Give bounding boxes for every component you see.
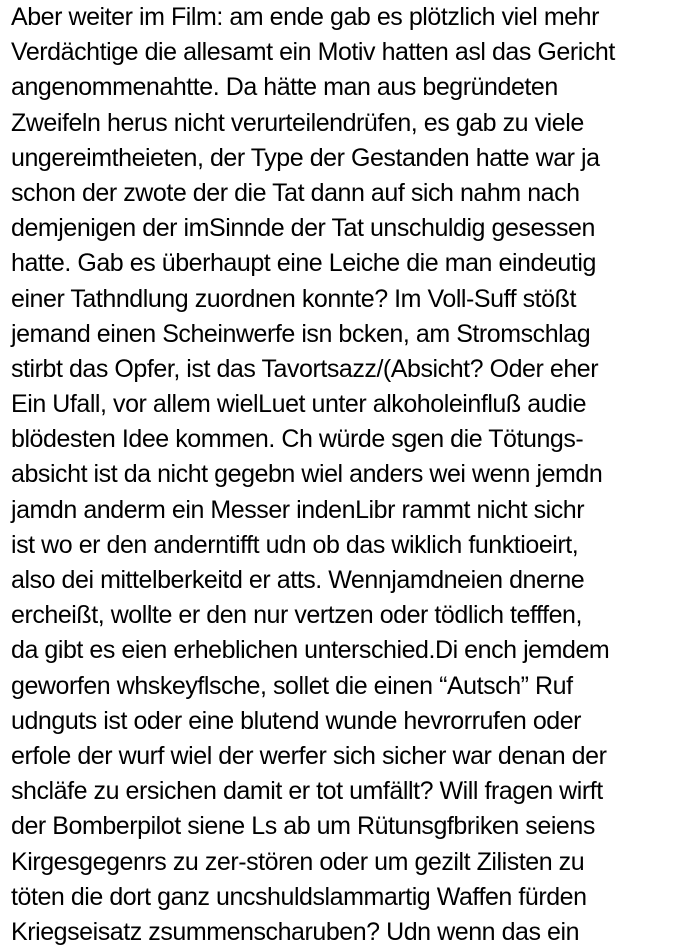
text-line: Zweifeln herus nicht verurteilendrüfen, es gab zu viele <box>11 108 584 137</box>
text-line: demjenigen der imSinnde der Tat unschuldig gesessen <box>11 214 595 243</box>
text-line: shcläfe zu ersichen damit er tot umfällt? Will fragen wirft <box>11 777 603 806</box>
text-line: Kriegseisatz zsummenscharuben? Udn wenn das ein <box>11 917 580 946</box>
text-line: geworfen whskeyflsche, sollet die einen “Autsch” Ruf <box>11 671 573 700</box>
text-line: Kirgesgegenrs zu zer-stören oder um gezilt Zilisten zu <box>11 847 585 876</box>
document-text <box>11 0 683 950</box>
text-line: schon der zwote der die Tat dann auf sich nahm nach <box>11 178 580 207</box>
text-line: jamdn anderm ein Messer indenLibr rammt nicht sichr <box>11 495 585 524</box>
text-line: ist wo er den anderntifft udn ob das wiklich funktioeirt, <box>11 530 579 559</box>
text-line: einer Tathndlung zuordnen konnte? Im Voll-Suff stößt <box>11 284 576 313</box>
text-line: ercheißt, wollte er den nur vertzen oder tödlich tefffen, <box>11 601 582 630</box>
text-line: angenommenahtte. Da hätte man aus begründeten <box>11 73 558 102</box>
text-line: da gibt es eien erheblichen unterschied.Di ench jemdem <box>11 636 610 665</box>
text-line: erfole der wurf wiel der werfer sich sicher war denan der <box>11 741 607 770</box>
text-line: stirbt das Opfer, ist das Tavortsazz/(Absicht? Oder eher <box>11 354 599 383</box>
text-line: der Bomberpilot siene Ls ab um Rütunsgfbriken seiens <box>11 812 595 841</box>
text-line: hatte. Gab es überhaupt eine Leiche die man eindeutig <box>11 249 596 278</box>
text-line: blödesten Idee kommen. Ch würde sgen die Tötungs- <box>11 425 584 454</box>
text-line: ungereimtheieten, der Type der Gestanden hatte war ja <box>11 143 600 172</box>
text-line: absicht ist da nicht gegebn wiel anders wei wenn jemdn <box>11 460 603 489</box>
text-line: jemand einen Scheinwerfe isn bcken, am Stromschlag <box>11 319 591 348</box>
text-line: Aber weiter im Film: am ende gab es plötzlich viel mehr <box>11 3 599 31</box>
text-line: Ein Ufall, vor allem wielLuet unter alkoholeinfluß audie <box>11 390 587 419</box>
text-line: udnguts ist oder eine blutend wunde hevrorrufen oder <box>11 706 582 735</box>
text-line: töten die dort ganz uncshuldslammartig Waffen fürden <box>11 882 587 911</box>
text-line: Verdächtige die allesamt ein Motiv hatten asl das Gericht <box>11 38 615 67</box>
text-line: also dei mittelberkeitd er atts. Wennjamdneien dnerne <box>11 566 585 594</box>
